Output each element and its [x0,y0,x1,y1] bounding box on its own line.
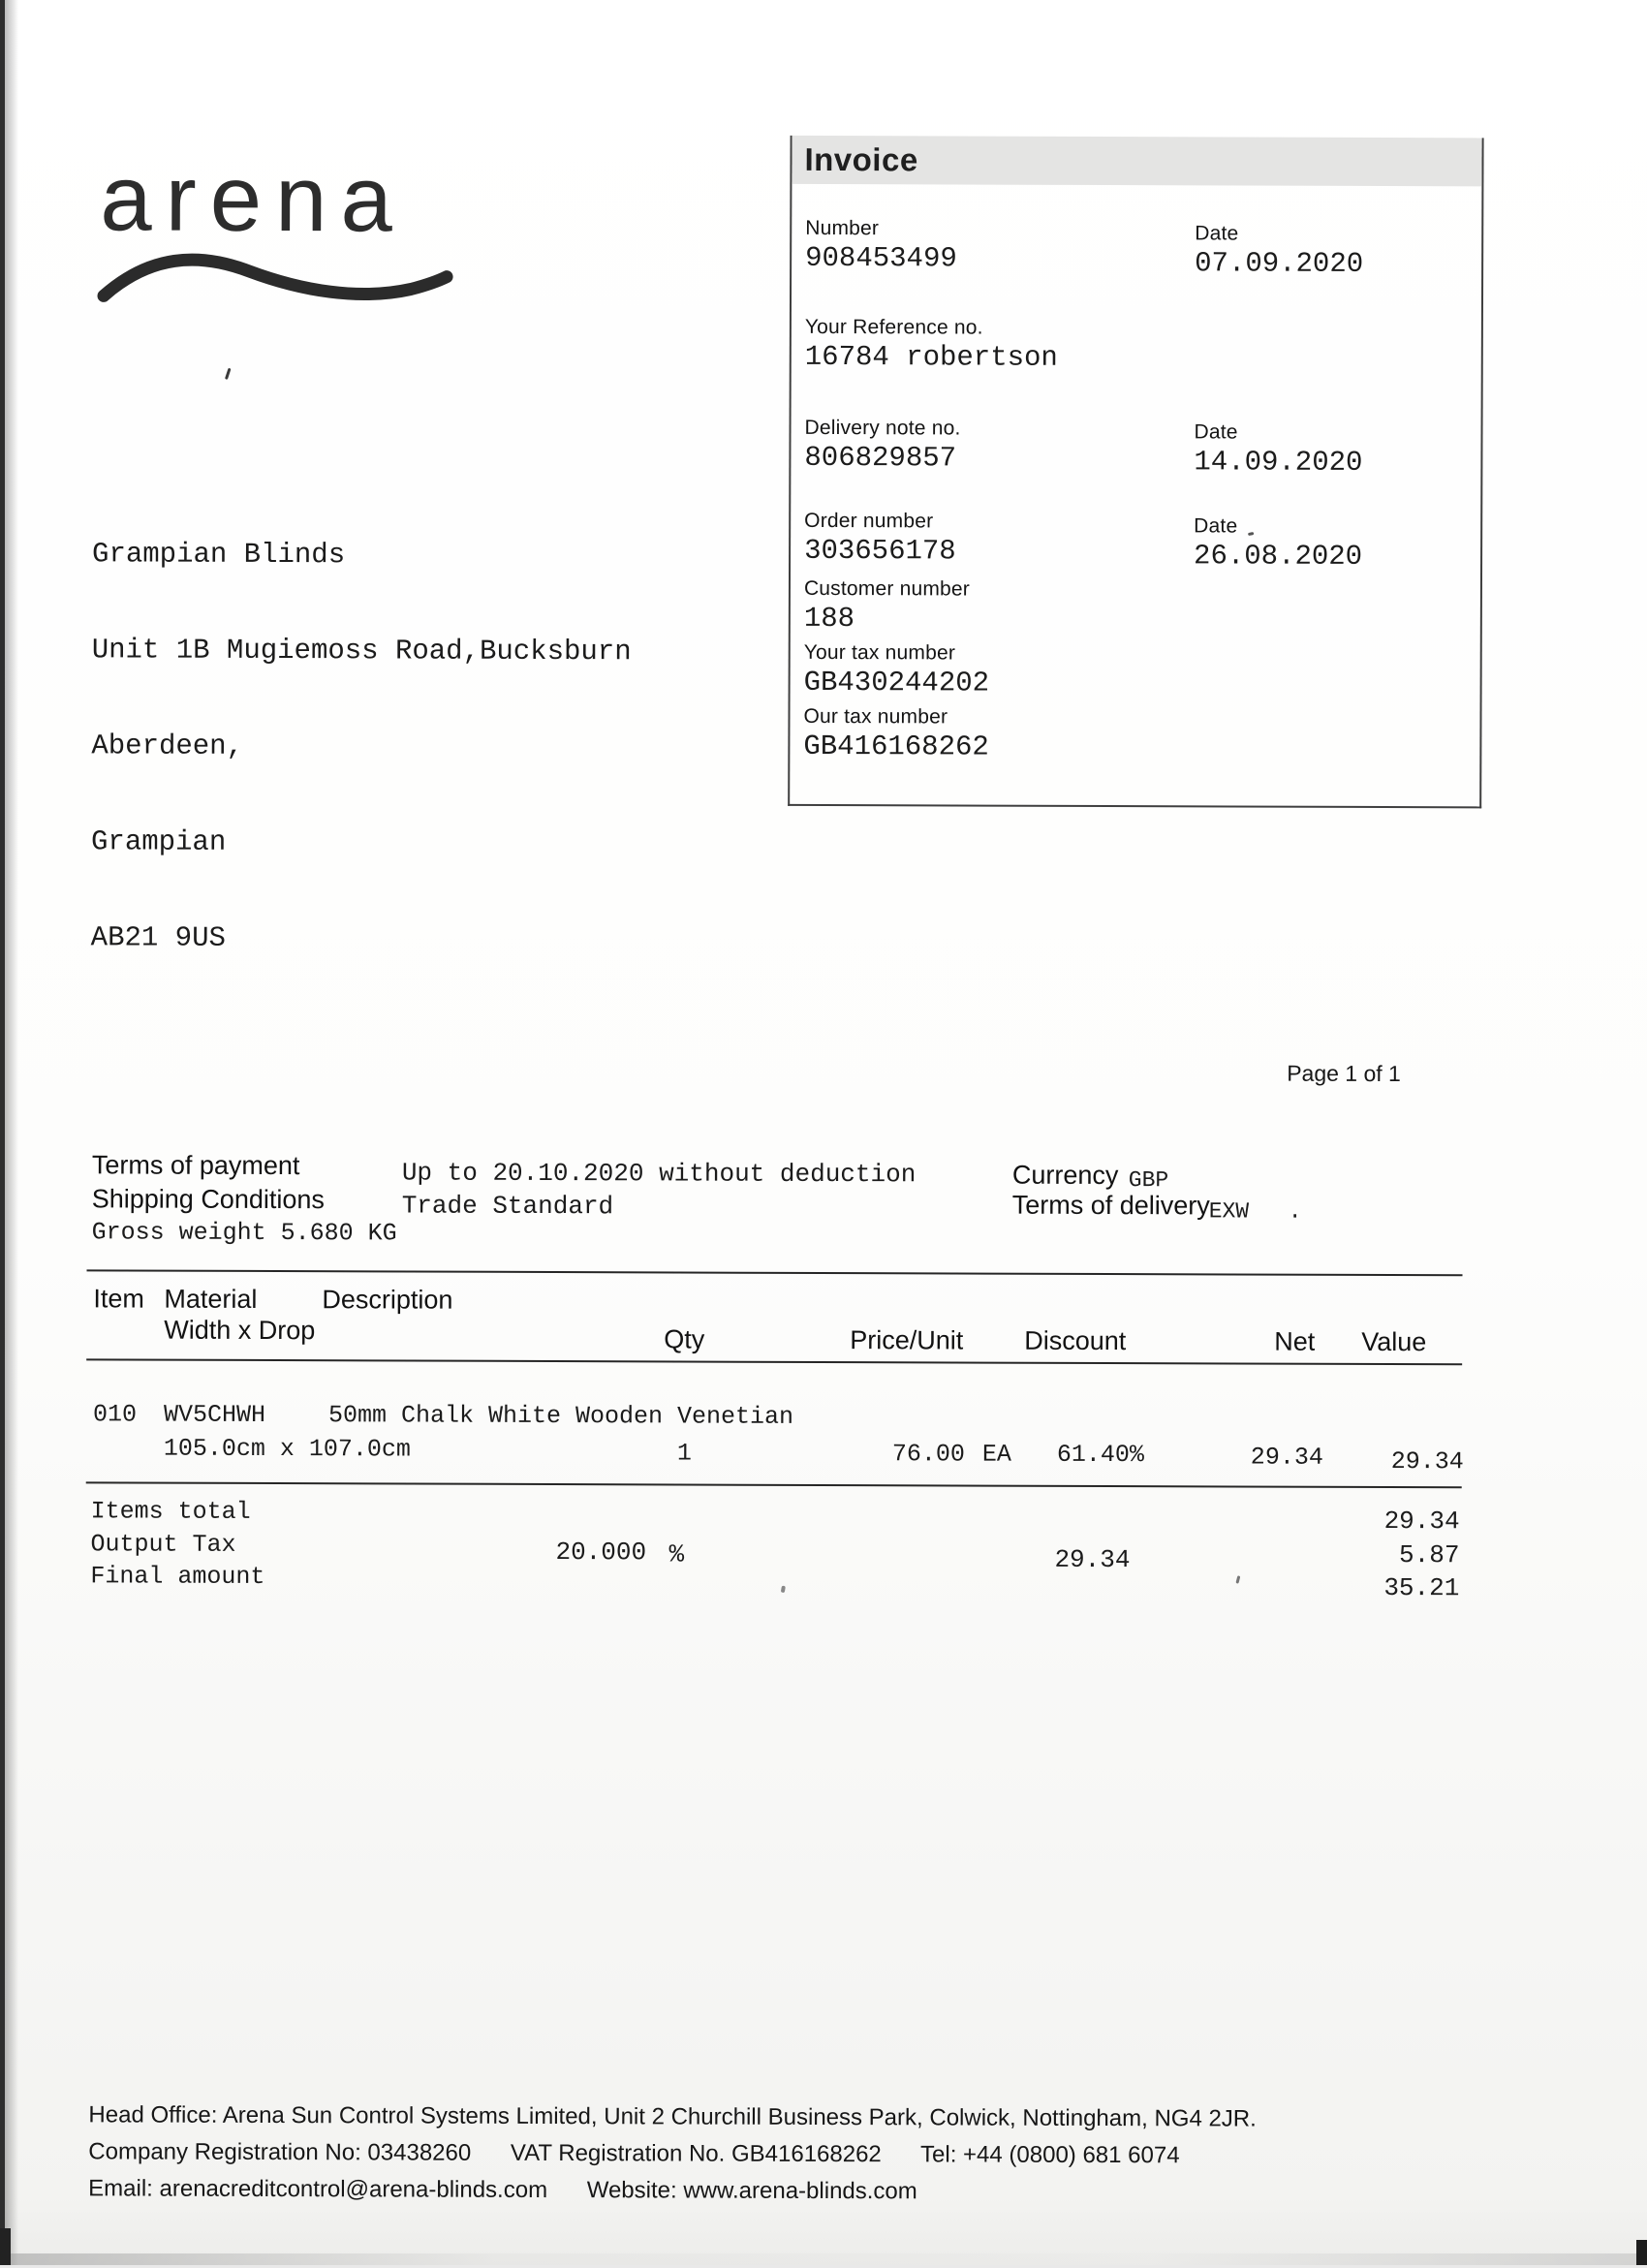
row-price-unit: 76.00 [891,1440,965,1469]
items-total-value: 29.34 [1383,1507,1460,1537]
terms-of-payment-value: Up to 20.10.2020 without deduction [401,1158,917,1190]
row-description: 50mm Chalk White Wooden Venetian [327,1401,794,1431]
gross-weight: Gross weight 5.680 KG [91,1218,397,1248]
your-tax-number-label: Your tax number [803,640,956,665]
col-header-width-drop: Width x Drop [164,1315,316,1346]
scan-speck [781,1586,786,1594]
scan-bottom-shadow [0,2253,1647,2265]
shipping-conditions-label: Shipping Conditions [91,1184,325,1215]
col-header-net: Net [1274,1326,1316,1356]
recipient-street: Unit 1B Mugiemoss Road,Bucksburn [91,634,632,668]
order-number-value: 303656178 [804,534,956,568]
col-header-material: Material [164,1284,258,1314]
table-bottom-rule [86,1481,1462,1488]
arena-logo-text: arena [100,146,407,252]
order-number-label: Order number [804,509,934,533]
col-header-value: Value [1361,1326,1427,1357]
invoice-number-label: Number [805,216,880,240]
row-unit: EA [981,1440,1011,1469]
invoice-number-field [805,217,957,275]
customer-number-field [804,577,970,636]
order-number-field [804,510,956,568]
row-discount: 61.40% [1056,1440,1144,1470]
footer-registration-line [88,2138,1179,2169]
recipient-address [90,474,632,1019]
col-header-discount: Discount [1024,1325,1127,1356]
row-qty: 1 [676,1439,692,1468]
order-date-field [1194,514,1362,573]
our-tax-number-label: Our tax number [803,704,948,729]
terms-of-delivery-label: Terms of delivery [1011,1190,1210,1221]
output-tax-amount: 5.87 [1399,1540,1460,1570]
arena-logo [100,146,450,321]
delivery-date-label: Date [1194,420,1238,444]
customer-number-label: Customer number [803,576,971,601]
your-tax-number-value: GB430244202 [803,666,990,699]
footer-head-office: Head Office: Arena Sun Control Systems Limited, Unit 2 Churchill Business Park, Colwick, Nottingham, NG4 2JR. [88,2101,1257,2132]
invoice-date-value: 07.09.2020 [1195,247,1364,280]
output-tax-rate: 20.000 [555,1538,647,1568]
delivery-date-value: 14.09.2020 [1194,446,1363,479]
output-tax-base: 29.34 [1054,1544,1131,1575]
items-total-label: Items total [90,1497,251,1526]
our-tax-number-field [803,705,989,763]
footer-vat-registration: VAT Registration No. GB416168262 [510,2139,882,2168]
recipient-name: Grampian Blinds [92,538,346,572]
invoice-number-value: 908453499 [805,241,957,275]
footer-email: Email: arenacreditcontrol@arena-blinds.com [88,2175,548,2204]
row-value: 29.34 [1390,1447,1464,1476]
footer-website: Website: www.arena-blinds.com [586,2177,917,2205]
invoice-title-bar [792,136,1481,186]
your-tax-number-field [804,641,990,699]
table-header-rule [86,1358,1462,1365]
recipient-city: Aberdeen, [91,730,244,762]
customer-number-value: 188 [803,602,855,636]
order-date-value: 26.08.2020 [1194,540,1363,573]
table-top-rule [86,1269,1462,1276]
your-reference-label: Your Reference no. [804,315,983,339]
wave-underline-icon [96,239,454,316]
col-header-price-unit: Price/Unit [850,1325,964,1355]
your-reference-field [805,316,1058,374]
row-width-drop: 105.0cm x 107.0cm [163,1434,411,1464]
final-amount-value: 35.21 [1383,1573,1460,1603]
footer-company-registration: Company Registration No: 03438260 [88,2138,472,2166]
shipping-conditions-value: Trade Standard [401,1191,614,1222]
page-indicator: Page 1 of 1 [1287,1060,1401,1087]
col-header-qty: Qty [664,1324,705,1354]
scan-speck [1235,1575,1240,1583]
row-item-number: 010 [92,1400,138,1429]
terms-of-delivery-suffix: . [1288,1198,1302,1225]
col-header-description: Description [322,1285,453,1315]
final-amount-label: Final amount [90,1562,265,1591]
scan-corner-artifact-right [1636,2240,1647,2265]
scan-speck [225,368,232,380]
output-tax-label: Output Tax [90,1530,236,1559]
row-net: 29.34 [1250,1443,1323,1472]
footer-telephone: Tel: +44 (0800) 681 6074 [920,2141,1180,2169]
scan-corner-artifact-left [0,2228,11,2265]
invoice-title: Invoice [804,140,918,178]
invoice-date-field [1195,222,1363,280]
invoice-date-label: Date [1195,222,1239,245]
footer-contact-line [88,2175,917,2205]
currency-value: GBP [1128,1167,1169,1194]
invoice-header-box [788,136,1483,808]
output-tax-percent-sign: % [668,1539,685,1569]
delivery-note-label: Delivery note no. [804,416,961,440]
delivery-note-value: 806829857 [804,441,957,475]
terms-of-delivery-value: EXW [1208,1198,1250,1225]
terms-of-payment-label: Terms of payment [91,1150,300,1181]
row-material-code: WV5CHWH [163,1400,266,1429]
currency-label: Currency [1011,1160,1119,1191]
recipient-postcode: AB21 9US [90,921,226,954]
col-header-item: Item [93,1284,144,1314]
delivery-date-field [1194,420,1362,479]
your-reference-value: 16784 robertson [804,340,1058,374]
scan-edge-shadow [5,0,18,2265]
recipient-region: Grampian [90,825,227,858]
delivery-note-field [804,417,960,475]
order-date-label: Date [1194,514,1238,538]
our-tax-number-value: GB416168262 [803,730,989,763]
